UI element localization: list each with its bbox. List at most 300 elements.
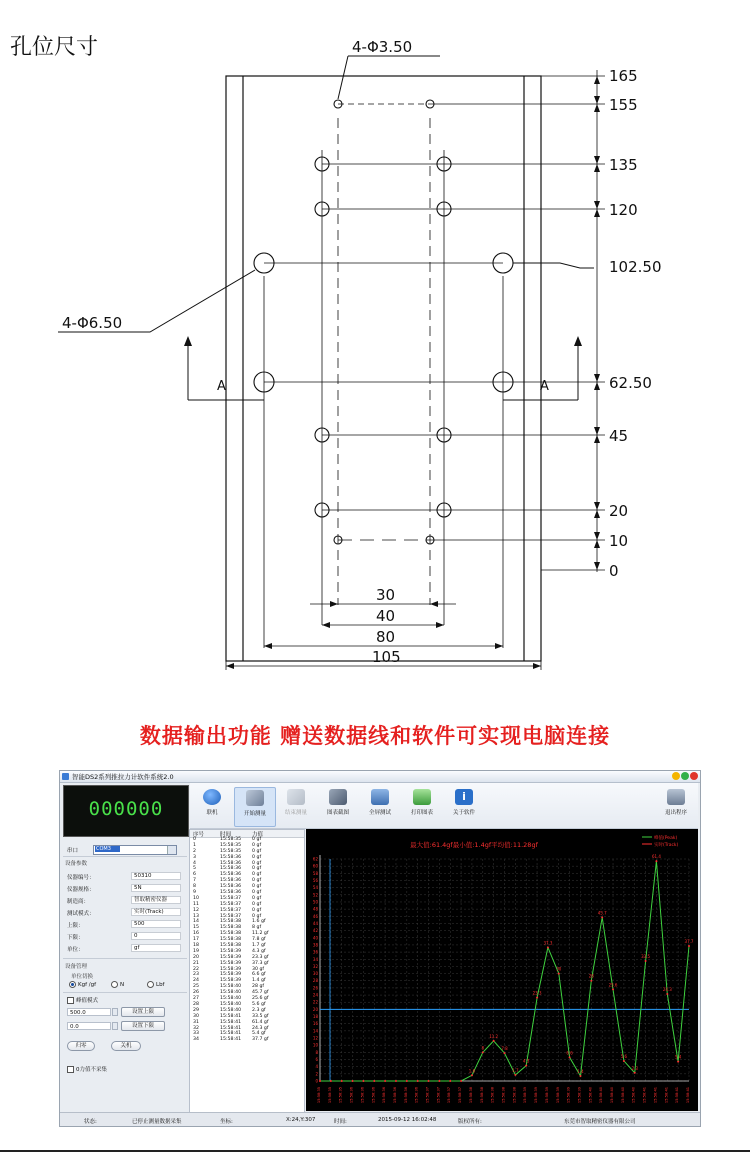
row-index: 6 xyxy=(193,872,196,878)
params-title: 设备参数 xyxy=(65,861,88,867)
data-point xyxy=(428,1080,430,1082)
row-index: 19 xyxy=(193,948,199,954)
y-tick-label: 22 xyxy=(312,999,318,1005)
x-tick-label: 15:58:41 xyxy=(675,1086,680,1104)
print-button[interactable]: 打印图表 xyxy=(402,787,442,825)
row-value: 2.3 gf xyxy=(252,1007,266,1013)
x-tick-label: 15:58:35 xyxy=(317,1086,321,1104)
x-tick-label: 15:58:36 xyxy=(414,1086,419,1104)
row-value: 0 gf xyxy=(252,872,262,878)
x-tick-label: 15:58:38 xyxy=(490,1086,495,1104)
param-row: 单位： gf xyxy=(65,944,186,953)
x-tick-label: 15:58:37 xyxy=(458,1086,463,1104)
x-tick-label: 15:58:40 xyxy=(599,1086,604,1104)
chevron-down-icon xyxy=(167,846,176,854)
data-point xyxy=(569,1056,571,1058)
data-point xyxy=(558,973,560,975)
data-label: 45.7 xyxy=(597,910,607,916)
set-upper-button[interactable]: 设置上限 xyxy=(121,1007,165,1017)
dim-135: 135 xyxy=(609,156,638,174)
data-point xyxy=(590,980,592,982)
x-tick-label: 15:58:36 xyxy=(349,1086,354,1104)
row-time: 15:58:38 xyxy=(220,937,242,943)
x-tick-label: 15:58:41 xyxy=(642,1086,647,1104)
row-time: 15:58:35 xyxy=(220,842,242,848)
y-tick-label: 42 xyxy=(312,928,318,934)
exit-icon xyxy=(667,789,685,805)
row-index: 2 xyxy=(193,848,196,854)
connect-button[interactable]: 联机 xyxy=(192,787,232,825)
row-value: 0 gf xyxy=(252,913,262,919)
data-label: 1.6 xyxy=(468,1068,476,1074)
y-tick-label: 40 xyxy=(312,935,318,941)
data-point xyxy=(493,1040,495,1042)
data-point xyxy=(384,1080,386,1082)
force-chart xyxy=(306,829,698,1111)
y-tick-label: 56 xyxy=(312,877,318,883)
row-value: 7.8 gf xyxy=(252,937,266,943)
y-tick-label: 24 xyxy=(312,992,318,998)
row-time: 15:58:38 xyxy=(220,943,242,949)
row-value: 23.3 gf xyxy=(252,954,269,960)
data-point xyxy=(677,1061,679,1063)
dim-40: 40 xyxy=(376,607,396,625)
row-time: 15:58:35 xyxy=(220,848,242,854)
connect-icon xyxy=(203,789,221,805)
row-value: 0 gf xyxy=(252,837,262,842)
y-tick-label: 54 xyxy=(312,885,318,891)
y-tick-label: 50 xyxy=(312,899,318,905)
x-tick-label: 15:58:38 xyxy=(479,1086,484,1104)
row-time: 15:58:38 xyxy=(220,919,242,925)
param-row: 仪器编号： 50310 xyxy=(65,872,186,881)
data-point xyxy=(471,1074,473,1076)
row-time: 15:58:37 xyxy=(220,901,242,907)
row-index: 1 xyxy=(193,842,196,848)
row-index: 26 xyxy=(193,990,199,996)
hole-label-large: 4-Φ6.50 xyxy=(62,314,123,332)
row-value: 28 gf xyxy=(252,984,265,990)
y-tick-label: 2 xyxy=(315,1071,318,1077)
row-time: 15:58:40 xyxy=(220,984,242,990)
row-time: 15:58:36 xyxy=(220,884,242,890)
data-point xyxy=(341,1080,343,1082)
unit-radio-n[interactable]: N xyxy=(111,981,124,988)
data-point xyxy=(666,993,668,995)
dim-0: 0 xyxy=(609,562,619,580)
row-time: 15:58:36 xyxy=(220,872,242,878)
row-index: 28 xyxy=(193,1001,199,1007)
row-value: 0 gf xyxy=(252,860,262,866)
row-time: 15:58:37 xyxy=(220,895,242,901)
toolbar xyxy=(190,783,698,829)
dim-155: 155 xyxy=(609,96,638,114)
unit-radio-kgf[interactable]: Kgf /gf xyxy=(69,981,96,988)
dim-30: 30 xyxy=(376,586,396,604)
data-label: 33.5 xyxy=(641,954,651,960)
row-value: 0 gf xyxy=(252,895,262,901)
y-tick-label: 6 xyxy=(315,1057,318,1063)
row-time: 15:58:40 xyxy=(220,990,242,996)
data-label: 5.4 xyxy=(674,1054,682,1060)
row-value: 0 gf xyxy=(252,842,262,848)
bottom-divider xyxy=(0,1150,750,1152)
data-point xyxy=(645,960,647,962)
port-row: 串口 COM3 xyxy=(65,845,186,854)
y-tick-label: 48 xyxy=(312,906,318,912)
row-index: 18 xyxy=(193,943,199,949)
lower-limit-input[interactable]: 0.0 xyxy=(67,1022,111,1030)
fullscreen-icon xyxy=(371,789,389,805)
data-label: 6.6 xyxy=(566,1050,573,1056)
y-tick-label: 46 xyxy=(312,913,318,919)
row-index: 34 xyxy=(193,1037,199,1043)
close-icon[interactable] xyxy=(690,772,698,780)
row-index: 25 xyxy=(193,984,199,990)
param-row: 制造商： 智取精密仪器 xyxy=(65,896,186,905)
data-point xyxy=(395,1080,397,1082)
row-time: 15:58:36 xyxy=(220,854,242,860)
y-tick-label: 14 xyxy=(312,1028,318,1034)
y-tick-label: 4 xyxy=(315,1064,318,1070)
data-point xyxy=(579,1075,581,1077)
dim-62-50: 62.50 xyxy=(609,374,652,392)
legend-label: 峰值(Peak) xyxy=(654,836,678,841)
row-time: 15:58:41 xyxy=(220,1025,242,1031)
table-body xyxy=(190,837,304,1043)
row-index: 29 xyxy=(193,1007,199,1013)
dim-80: 80 xyxy=(376,628,396,646)
dim-102-50: 102.50 xyxy=(609,258,662,276)
y-tick-label: 38 xyxy=(312,942,318,948)
x-tick-label: 15:58:40 xyxy=(631,1086,636,1104)
software-window xyxy=(59,770,701,1127)
param-row: 仪器规格： 5N xyxy=(65,884,186,893)
row-index: 5 xyxy=(193,866,196,872)
data-label: 1.7 xyxy=(512,1067,519,1073)
row-time: 15:58:41 xyxy=(220,1031,242,1037)
screenshot-button[interactable]: 图表截图 xyxy=(318,787,358,825)
x-tick-label: 15:58:41 xyxy=(664,1086,669,1104)
row-index: 24 xyxy=(193,978,199,984)
row-index: 3 xyxy=(193,854,196,860)
data-label: 4.3 xyxy=(523,1058,530,1064)
data-point xyxy=(655,860,657,862)
row-value: 8 gf xyxy=(252,925,262,931)
maximize-icon[interactable] xyxy=(681,772,689,780)
data-point xyxy=(319,1080,321,1082)
y-tick-label: 12 xyxy=(312,1035,318,1041)
row-index: 14 xyxy=(193,919,199,925)
data-point xyxy=(449,1080,451,1082)
about-button[interactable]: i 关于软件 xyxy=(452,790,475,816)
x-tick-label: 15:58:38 xyxy=(501,1086,506,1104)
data-label: 25.6 xyxy=(608,982,618,988)
dim-10: 10 xyxy=(609,532,629,550)
data-point xyxy=(688,945,690,947)
hole-label-small: 4-Φ3.50 xyxy=(352,38,413,56)
data-point xyxy=(330,1080,332,1082)
chart-svg xyxy=(306,829,698,1111)
legend-label: 实时(Track) xyxy=(654,843,679,848)
x-tick-label: 15:58:40 xyxy=(610,1086,615,1104)
zero-no-collect-checkbox[interactable]: 0力值不采集 xyxy=(67,1065,107,1073)
row-value: 61.4 gf xyxy=(252,1019,269,1025)
row-index: 27 xyxy=(193,996,199,1002)
data-point xyxy=(352,1080,354,1082)
x-tick-label: 15:58:38 xyxy=(512,1086,517,1104)
row-index: 21 xyxy=(193,960,199,966)
row-index: 11 xyxy=(193,901,199,907)
dim-20: 20 xyxy=(609,502,629,520)
row-value: 0 gf xyxy=(252,854,262,860)
upper-spinner[interactable] xyxy=(112,1008,118,1016)
row-value: 0 gf xyxy=(252,848,262,854)
row-time: 15:58:37 xyxy=(220,913,242,919)
row-value: 0 gf xyxy=(252,890,262,896)
data-label: 23.3 xyxy=(532,990,542,996)
set-lower-button[interactable]: 设置下限 xyxy=(121,1021,165,1031)
data-label: 24.3 xyxy=(662,986,672,992)
row-index: 32 xyxy=(193,1025,199,1031)
data-label: 37.7 xyxy=(684,939,694,945)
row-time: 15:58:38 xyxy=(220,931,242,937)
row-index: 10 xyxy=(193,895,199,901)
stop-measure-icon xyxy=(287,789,305,805)
x-tick-label: 15:58:37 xyxy=(436,1086,441,1104)
info-icon: i xyxy=(455,789,473,805)
data-label: 61.4 xyxy=(651,854,661,860)
row-value: 25.6 gf xyxy=(252,996,269,1002)
exit-button[interactable]: 退出程序 xyxy=(656,787,696,825)
row-value: 45.7 gf xyxy=(252,990,269,996)
param-row: 测试模式： 实时(Track) xyxy=(65,908,186,917)
x-tick-label: 15:58:39 xyxy=(534,1086,539,1104)
x-tick-label: 15:58:37 xyxy=(447,1086,452,1104)
y-tick-label: 32 xyxy=(312,963,318,969)
chart-summary: 最大值:61.4gf最小值:1.4gf平均值:11.28gf xyxy=(410,841,538,849)
port-select[interactable]: COM3 xyxy=(93,845,177,855)
y-tick-label: 20 xyxy=(312,1006,318,1012)
y-tick-label: 8 xyxy=(315,1049,318,1055)
data-point xyxy=(417,1080,419,1082)
row-index: 22 xyxy=(193,966,199,972)
lower-spinner[interactable] xyxy=(112,1022,118,1030)
row-value: 1.7 gf xyxy=(252,943,266,949)
window-title: 智能DS2系列推拉力计软件系统2.0 xyxy=(72,773,174,781)
peak-mode-checkbox[interactable]: 峰值模式 xyxy=(67,996,98,1004)
data-label: 8 xyxy=(481,1045,485,1051)
x-tick-label: 15:58:36 xyxy=(360,1086,365,1104)
row-value: 0 gf xyxy=(252,866,262,872)
start-measure-button[interactable]: 开始测量 xyxy=(234,787,276,827)
param-row: 上限： 500 xyxy=(65,920,186,929)
screenshot-icon xyxy=(329,789,347,805)
x-tick-label: 15:58:36 xyxy=(403,1086,408,1104)
unit-radio-lbf[interactable]: Lbf xyxy=(147,981,165,988)
x-tick-label: 15:58:35 xyxy=(327,1086,332,1104)
row-time: 15:58:39 xyxy=(220,954,242,960)
row-value: 37.7 gf xyxy=(252,1037,269,1043)
force-display xyxy=(63,785,189,837)
shutdown-button[interactable]: 关机 xyxy=(111,1041,141,1051)
dim-165: 165 xyxy=(609,67,638,85)
row-value: 37.3 gf xyxy=(252,960,269,966)
x-tick-label: 15:58:39 xyxy=(523,1086,528,1104)
app-icon xyxy=(62,773,69,780)
row-value: 33.5 gf xyxy=(252,1013,269,1019)
fullscreen-button[interactable]: 全屏测试 xyxy=(360,787,400,825)
row-value: 4.3 gf xyxy=(252,948,266,954)
x-tick-label: 15:58:41 xyxy=(686,1086,690,1104)
row-index: 0 xyxy=(193,837,196,842)
x-tick-label: 15:58:35 xyxy=(338,1086,343,1104)
status-bar: 状态: 已停止测量数据采集 坐标: X:24,Y:307 时间: 2015-09-12 16:02:48 版权所有: 东莞市智取精密仪器有限公司 xyxy=(60,1112,700,1127)
row-time: 15:58:36 xyxy=(220,890,242,896)
table-row[interactable] xyxy=(190,1037,304,1043)
row-time: 15:58:41 xyxy=(220,1037,242,1043)
row-index: 7 xyxy=(193,878,196,884)
x-tick-label: 15:58:39 xyxy=(577,1086,582,1104)
data-point xyxy=(547,946,549,948)
row-time: 15:58:40 xyxy=(220,996,242,1002)
row-time: 15:58:39 xyxy=(220,966,242,972)
row-value: 0 gf xyxy=(252,901,262,907)
data-point xyxy=(536,997,538,999)
dim-45: 45 xyxy=(609,427,629,445)
row-time: 15:58:36 xyxy=(220,878,242,884)
x-tick-label: 15:58:41 xyxy=(653,1086,658,1104)
row-index: 17 xyxy=(193,937,199,943)
row-index: 30 xyxy=(193,1013,199,1019)
row-value: 1.4 gf xyxy=(252,978,266,984)
y-tick-label: 0 xyxy=(315,1078,318,1084)
y-tick-label: 60 xyxy=(312,863,318,869)
row-value: 0 gf xyxy=(252,907,262,913)
row-time: 15:58:37 xyxy=(220,907,242,913)
data-label: 2.3 xyxy=(631,1065,638,1071)
y-tick-label: 52 xyxy=(312,892,318,898)
zero-button[interactable]: 归零 xyxy=(67,1041,95,1051)
data-point xyxy=(482,1051,484,1053)
data-point xyxy=(504,1052,506,1054)
y-tick-label: 26 xyxy=(312,985,318,991)
data-point xyxy=(373,1080,375,1082)
row-time: 15:58:36 xyxy=(220,860,242,866)
data-point xyxy=(612,988,614,990)
x-tick-label: 15:58:37 xyxy=(425,1086,430,1104)
data-label: 7.8 xyxy=(501,1046,508,1052)
y-tick-label: 28 xyxy=(312,978,318,984)
data-point xyxy=(460,1080,462,1082)
mgmt-title: 设备管理 xyxy=(65,964,88,970)
row-time: 15:58:39 xyxy=(220,978,242,984)
x-tick-label: 15:58:40 xyxy=(588,1086,593,1104)
upper-limit-input[interactable]: 500.0 xyxy=(67,1008,111,1016)
page-title: 孔位尺寸 xyxy=(10,35,99,60)
row-index: 12 xyxy=(193,907,199,913)
data-label: 28 xyxy=(588,973,594,979)
section-marker-left: A xyxy=(217,379,226,394)
data-label: 30 xyxy=(556,966,562,972)
data-point xyxy=(438,1080,440,1082)
x-tick-label: 15:58:39 xyxy=(566,1086,571,1104)
data-point xyxy=(634,1072,636,1074)
stop-measure-button[interactable]: 结束测量 xyxy=(276,787,316,825)
row-value: 0 gf xyxy=(252,878,262,884)
y-tick-label: 18 xyxy=(312,1014,318,1020)
row-value: 6.6 gf xyxy=(252,972,266,978)
param-row: 下限： 0 xyxy=(65,932,186,941)
y-tick-label: 34 xyxy=(312,956,318,962)
row-value: 5.6 gf xyxy=(252,1001,266,1007)
promo-headline: 数据输出功能 赠送数据线和软件可实现电脑连接 xyxy=(139,724,611,748)
y-tick-label: 44 xyxy=(312,920,318,926)
dim-105: 105 xyxy=(372,648,401,666)
row-index: 8 xyxy=(193,884,196,890)
settings-panel xyxy=(63,841,188,1111)
data-table[interactable] xyxy=(189,829,305,1113)
row-index: 23 xyxy=(193,972,199,978)
row-time: 15:58:40 xyxy=(220,1001,242,1007)
data-label: 11.2 xyxy=(489,1033,499,1039)
y-tick-label: 62 xyxy=(312,856,318,862)
row-time: 15:58:36 xyxy=(220,866,242,872)
dim-120: 120 xyxy=(609,201,638,219)
data-point xyxy=(406,1080,408,1082)
data-label: 1.4 xyxy=(577,1068,584,1074)
row-value: 5.4 gf xyxy=(252,1031,266,1037)
y-tick-label: 36 xyxy=(312,949,318,955)
row-index: 4 xyxy=(193,860,196,866)
row-index: 20 xyxy=(193,954,199,960)
y-tick-label: 10 xyxy=(312,1042,318,1048)
print-icon xyxy=(413,789,431,805)
data-label: 5.6 xyxy=(620,1053,628,1059)
data-point xyxy=(623,1060,625,1062)
x-tick-label: 15:58:36 xyxy=(371,1086,376,1104)
row-index: 31 xyxy=(193,1019,199,1025)
minimize-icon[interactable] xyxy=(672,772,680,780)
data-point xyxy=(514,1074,516,1076)
row-time: 15:58:41 xyxy=(220,1019,242,1025)
data-point xyxy=(362,1080,364,1082)
row-value: 11.2 gf xyxy=(252,931,269,937)
row-time: 15:58:39 xyxy=(220,972,242,978)
y-tick-label: 30 xyxy=(312,971,318,977)
row-index: 15 xyxy=(193,925,199,931)
row-index: 16 xyxy=(193,931,199,937)
row-value: 24.3 gf xyxy=(252,1025,269,1031)
x-tick-label: 15:58:36 xyxy=(382,1086,387,1104)
row-index: 33 xyxy=(193,1031,199,1037)
y-tick-label: 16 xyxy=(312,1021,318,1027)
row-time: 15:58:35 xyxy=(220,837,242,842)
table-header: 序号 时间 力值 xyxy=(190,830,304,838)
y-tick-label: 58 xyxy=(312,870,318,876)
unit-switch-label: 单位切换 xyxy=(71,974,94,980)
x-tick-label: 15:58:39 xyxy=(555,1086,560,1104)
data-label: 37.3 xyxy=(543,940,553,946)
data-point xyxy=(525,1065,527,1067)
row-value: 30 gf xyxy=(252,966,265,972)
row-time: 15:58:39 xyxy=(220,960,242,966)
row-time: 15:58:39 xyxy=(220,948,242,954)
x-tick-label: 15:58:39 xyxy=(544,1086,549,1104)
window-titlebar[interactable] xyxy=(60,771,700,783)
row-time: 15:58:41 xyxy=(220,1013,242,1019)
section-marker-right: A xyxy=(540,379,549,394)
